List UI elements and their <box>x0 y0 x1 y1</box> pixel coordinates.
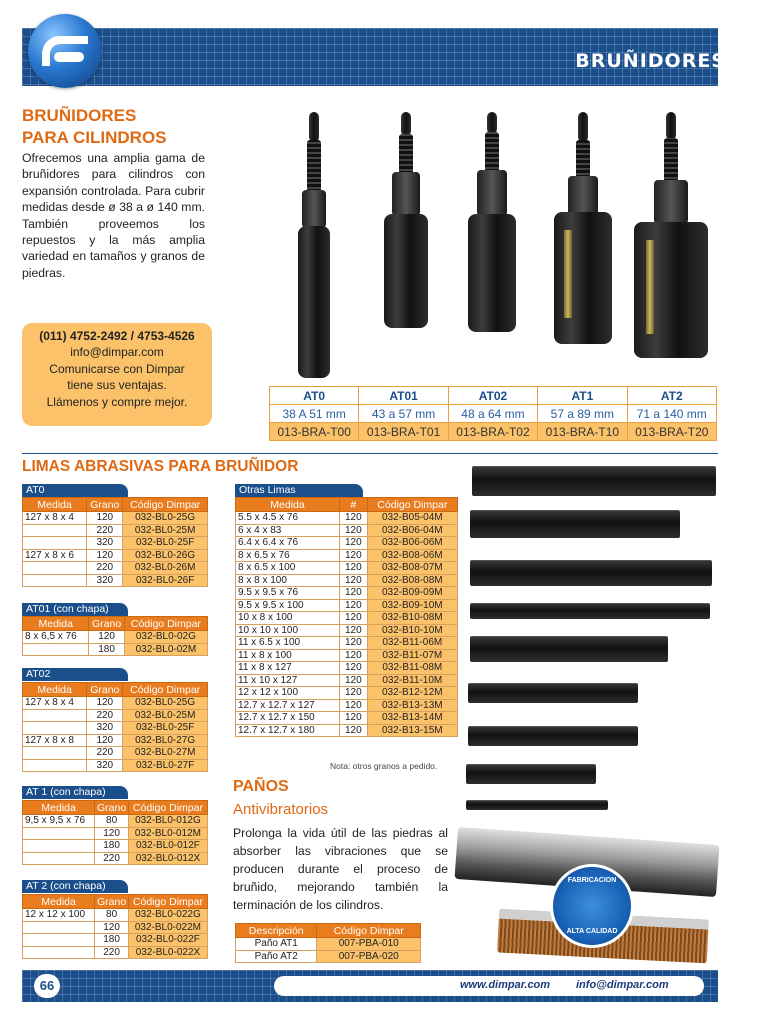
at01-table <box>22 616 208 656</box>
table-row <box>23 827 208 840</box>
table-row <box>236 574 458 587</box>
footer-contact <box>274 976 704 996</box>
codigo-cell: 032-B09-10M <box>367 599 457 612</box>
grano-cell: 320 <box>87 722 123 735</box>
grano-cell: 120 <box>95 827 129 840</box>
table-row <box>23 524 208 537</box>
table-row <box>23 934 208 947</box>
codigo-cell: 032-B11-07M <box>367 649 457 662</box>
model-range: 43 a 57 mm <box>359 405 448 423</box>
grano-cell: 120 <box>87 697 123 710</box>
grano-cell: 120 <box>340 512 368 525</box>
col-header-codigo: Código Dimpar <box>124 617 207 631</box>
medida-cell <box>23 840 95 853</box>
honer-photo-at1 <box>550 112 616 346</box>
grano-cell: 220 <box>87 747 123 760</box>
stone-bar-image <box>472 466 716 496</box>
quality-seal <box>550 864 634 948</box>
model-name: AT0 <box>270 387 359 405</box>
col-header-grano: Grano <box>95 895 129 909</box>
model-range: 48 a 64 mm <box>448 405 537 423</box>
codigo-cell: 032-B08-07M <box>367 562 457 575</box>
contact-line-3: Llámenos y compre mejor. <box>46 394 188 409</box>
stone-bar-image <box>468 726 638 746</box>
stone-bar-image <box>470 636 668 662</box>
table-row <box>236 599 458 612</box>
medida-cell: 12 x 12 x 100 <box>23 909 95 922</box>
grano-cell: 120 <box>89 631 124 644</box>
grano-cell: 180 <box>95 840 129 853</box>
table-row <box>23 537 208 550</box>
col-header-grano: Grano <box>87 498 123 512</box>
codigo-cell: 032-B09-09M <box>367 587 457 600</box>
medida-cell <box>23 747 87 760</box>
medida-cell: 6 x 4 x 83 <box>236 524 340 537</box>
col-header-medida: Medida <box>236 498 340 512</box>
col-header-codigo: Código Dimpar <box>128 801 207 815</box>
codigo-cell: 032-B13-14M <box>367 712 457 725</box>
codigo-cell: 032-BL0-022G <box>128 909 207 922</box>
table-row <box>23 921 208 934</box>
medida-cell: 8 x 6.5 x 76 <box>236 549 340 562</box>
model-range: 71 a 140 mm <box>627 405 716 423</box>
codigo-cell: 032-B06-06M <box>367 537 457 550</box>
medida-cell <box>23 852 95 865</box>
grano-cell: 320 <box>87 759 123 772</box>
dimpar-logo <box>28 14 102 88</box>
medida-cell <box>23 759 87 772</box>
table-row <box>236 674 458 687</box>
stone-bar-image <box>466 764 596 784</box>
codigo-cell: 032-BL0-02G <box>124 631 207 644</box>
medida-cell: 12 x 12 x 100 <box>236 687 340 700</box>
table-row <box>23 815 208 828</box>
col-header-codigo: Código Dimpar <box>367 498 457 512</box>
seal-top-text: FABRICACION <box>567 877 617 884</box>
pano-desc: Paño AT2 <box>236 950 317 963</box>
stone-bar-image <box>470 603 710 619</box>
otras-limas-table <box>235 497 458 737</box>
codigo-cell: 032-BL0-25F <box>123 722 208 735</box>
codigo-cell: 032-B10-10M <box>367 624 457 637</box>
table-row <box>236 662 458 675</box>
at02-label: AT02 <box>22 668 128 681</box>
codigo-cell: 032-BL0-26G <box>123 549 208 562</box>
grano-cell: 220 <box>95 852 129 865</box>
table-row <box>236 537 458 550</box>
table-row <box>23 549 208 562</box>
table-row <box>23 747 208 760</box>
table-row <box>236 699 458 712</box>
col-header-medida: Medida <box>23 683 87 697</box>
model-code: 013-BRA-T20 <box>627 423 716 441</box>
grano-cell: 220 <box>87 524 123 537</box>
stone-bar-image <box>470 560 712 586</box>
col-header-codigo: Código Dimpar <box>123 498 208 512</box>
stone-bar-image <box>468 683 638 703</box>
medida-cell <box>23 643 89 656</box>
col-header-codigo: Código Dimpar <box>128 895 207 909</box>
section-title: BRUÑIDORES <box>575 50 726 72</box>
medida-cell <box>23 574 87 587</box>
table-row <box>23 734 208 747</box>
title-line-1: BRUÑIDORES <box>22 106 137 125</box>
at0-label: AT0 <box>22 484 128 497</box>
footer-email-link[interactable]: info@dimpar.com <box>576 979 669 991</box>
table-row <box>236 624 458 637</box>
honer-photo-at02 <box>462 112 522 334</box>
table-row <box>23 722 208 735</box>
grano-cell: 220 <box>87 709 123 722</box>
grano-cell: 120 <box>340 599 368 612</box>
codigo-cell: 032-B13-13M <box>367 699 457 712</box>
contact-phones: (011) 4752-2492 / 4753-4526 <box>39 329 195 343</box>
table-note: Nota: otros granos a pedido. <box>330 761 438 771</box>
honer-photo-at01 <box>376 112 436 332</box>
model-range: 38 A 51 mm <box>270 405 359 423</box>
codigo-cell: 032-BL0-27G <box>123 734 208 747</box>
codigo-cell: 032-B13-15M <box>367 724 457 737</box>
pano-desc: Paño AT1 <box>236 938 317 951</box>
grano-cell: 120 <box>340 674 368 687</box>
col-header-num: # <box>340 498 368 512</box>
table-row <box>236 687 458 700</box>
table-row <box>23 840 208 853</box>
contact-line-2: tiene sus ventajas. <box>67 378 167 393</box>
model-name: AT01 <box>359 387 448 405</box>
footer-website-link[interactable]: www.dimpar.com <box>460 979 551 991</box>
grano-cell: 120 <box>95 921 129 934</box>
pano-code: 007-PBA-020 <box>317 950 421 963</box>
table-row <box>23 852 208 865</box>
at2-label: AT 2 (con chapa) <box>22 880 128 893</box>
at1-table <box>22 800 208 865</box>
codigo-cell: 032-BL0-012F <box>128 840 207 853</box>
grano-cell: 120 <box>340 624 368 637</box>
grano-cell: 120 <box>340 662 368 675</box>
model-code: 013-BRA-T02 <box>448 423 537 441</box>
otras-label: Otras Limas <box>235 484 363 497</box>
grano-cell: 120 <box>340 649 368 662</box>
model-code: 013-BRA-T10 <box>538 423 627 441</box>
col-header-medida: Medida <box>23 617 89 631</box>
stone-bar-image <box>466 800 608 810</box>
col-header-codigo: Código Dimpar <box>123 683 208 697</box>
codigo-cell: 032-B08-06M <box>367 549 457 562</box>
table-row <box>23 512 208 525</box>
table-row <box>23 909 208 922</box>
table-row <box>23 759 208 772</box>
at01-label: AT01 (con chapa) <box>22 603 128 616</box>
table-row <box>23 697 208 710</box>
medida-cell: 11 x 8 x 100 <box>236 649 340 662</box>
codigo-cell: 032-BL0-26M <box>123 562 208 575</box>
grano-cell: 120 <box>340 549 368 562</box>
grano-cell: 120 <box>340 712 368 725</box>
medida-cell: 6.4 x 6.4 x 76 <box>236 537 340 550</box>
table-row <box>236 562 458 575</box>
table-row <box>236 587 458 600</box>
table-row <box>236 724 458 737</box>
col-header-grano: Grano <box>87 683 123 697</box>
grano-cell: 120 <box>340 587 368 600</box>
honer-photo-at2 <box>630 112 712 362</box>
medida-cell: 11 x 6.5 x 100 <box>236 637 340 650</box>
title-line-2: PARA CILINDROS <box>22 128 167 147</box>
grano-cell: 180 <box>89 643 124 656</box>
medida-cell <box>23 934 95 947</box>
codigo-cell: 032-B11-10M <box>367 674 457 687</box>
codigo-cell: 032-BL0-25F <box>123 537 208 550</box>
table-row <box>23 562 208 575</box>
at1-label: AT 1 (con chapa) <box>22 786 128 799</box>
medida-cell: 127 x 8 x 4 <box>23 697 87 710</box>
grano-cell: 120 <box>340 612 368 625</box>
honer-photo-at0 <box>288 112 340 380</box>
seal-bottom-text: ALTA CALIDAD <box>566 928 618 935</box>
medida-cell: 8 x 6.5 x 100 <box>236 562 340 575</box>
grano-cell: 120 <box>340 724 368 737</box>
grano-cell: 220 <box>95 946 129 959</box>
table-row <box>23 946 208 959</box>
codigo-cell: 032-BL0-012X <box>128 852 207 865</box>
page-title <box>22 105 167 149</box>
grano-cell: 120 <box>87 734 123 747</box>
grano-cell: 120 <box>340 687 368 700</box>
table-row <box>236 712 458 725</box>
limas-title: LIMAS ABRASIVAS PARA BRUÑIDOR <box>22 458 299 475</box>
medida-cell: 127 x 8 x 8 <box>23 734 87 747</box>
at2-table <box>22 894 208 959</box>
col-header-medida: Medida <box>23 498 87 512</box>
model-code: 013-BRA-T00 <box>270 423 359 441</box>
codigo-cell: 032-BL0-02M <box>124 643 207 656</box>
codigo-cell: 032-B05-04M <box>367 512 457 525</box>
section-divider <box>22 453 718 454</box>
table-row <box>23 709 208 722</box>
table-row <box>236 549 458 562</box>
medida-cell <box>23 827 95 840</box>
grano-cell: 120 <box>340 537 368 550</box>
table-row <box>236 649 458 662</box>
grano-cell: 120 <box>87 549 123 562</box>
medida-cell <box>23 946 95 959</box>
table-row <box>23 643 208 656</box>
medida-cell: 9.5 x 9.5 x 100 <box>236 599 340 612</box>
medida-cell: 127 x 8 x 4 <box>23 512 87 525</box>
medida-cell <box>23 709 87 722</box>
codigo-cell: 032-B10-08M <box>367 612 457 625</box>
codigo-cell: 032-BL0-022X <box>128 946 207 959</box>
codigo-cell: 032-BL0-27M <box>123 747 208 760</box>
stone-bar-image <box>470 510 680 538</box>
medida-cell <box>23 722 87 735</box>
table-row <box>23 631 208 644</box>
medida-cell: 12.7 x 12.7 x 127 <box>236 699 340 712</box>
col-header-medida: Medida <box>23 801 95 815</box>
col-header-grano: Grano <box>89 617 124 631</box>
table-row <box>236 512 458 525</box>
panos-text: Prolonga la vida útil de las piedras al absorber las vibraciones que se producen durante el proceso de bruñido, mejorando también la terminación de los cilindros. <box>233 826 448 912</box>
contact-email[interactable]: info@dimpar.com <box>70 345 164 360</box>
grano-cell: 120 <box>340 524 368 537</box>
page-number: 66 <box>34 974 60 998</box>
model-code: 013-BRA-T01 <box>359 423 448 441</box>
grano-cell: 120 <box>340 574 368 587</box>
grano-cell: 120 <box>340 699 368 712</box>
col-header-codigo: Código Dimpar <box>317 924 421 938</box>
table-row <box>23 574 208 587</box>
model-name: AT1 <box>538 387 627 405</box>
codigo-cell: 032-BL0-25M <box>123 709 208 722</box>
codigo-cell: 032-B11-08M <box>367 662 457 675</box>
grano-cell: 80 <box>95 815 129 828</box>
codigo-cell: 032-BL0-25M <box>123 524 208 537</box>
model-table <box>269 386 717 441</box>
codigo-cell: 032-BL0-27F <box>123 759 208 772</box>
codigo-cell: 032-BL0-012G <box>128 815 207 828</box>
grano-cell: 120 <box>340 562 368 575</box>
codigo-cell: 032-BL0-25G <box>123 512 208 525</box>
medida-cell: 8 x 8 x 100 <box>236 574 340 587</box>
table-row <box>236 524 458 537</box>
medida-cell: 127 x 8 x 6 <box>23 549 87 562</box>
grano-cell: 180 <box>95 934 129 947</box>
medida-cell: 11 x 8 x 127 <box>236 662 340 675</box>
panos-subtitle: Antivibratorios <box>233 801 329 818</box>
model-range: 57 a 89 mm <box>538 405 627 423</box>
medida-cell <box>23 562 87 575</box>
codigo-cell: 032-BL0-25G <box>123 697 208 710</box>
contact-line-1: Comunicarse con Dimpar <box>49 361 185 376</box>
codigo-cell: 032-B12-12M <box>367 687 457 700</box>
medida-cell: 11 x 10 x 127 <box>236 674 340 687</box>
codigo-cell: 032-B11-06M <box>367 637 457 650</box>
medida-cell: 10 x 10 x 100 <box>236 624 340 637</box>
panos-table <box>235 923 421 963</box>
medida-cell <box>23 524 87 537</box>
grano-cell: 320 <box>87 574 123 587</box>
codigo-cell: 032-B08-08M <box>367 574 457 587</box>
grano-cell: 120 <box>87 512 123 525</box>
table-row <box>236 612 458 625</box>
table-row <box>236 637 458 650</box>
medida-cell: 9,5 x 9,5 x 76 <box>23 815 95 828</box>
at0-table <box>22 497 208 587</box>
codigo-cell: 032-B06-04M <box>367 524 457 537</box>
grano-cell: 120 <box>340 637 368 650</box>
grano-cell: 220 <box>87 562 123 575</box>
medida-cell <box>23 537 87 550</box>
pano-photo <box>450 830 718 965</box>
codigo-cell: 032-BL0-022F <box>128 934 207 947</box>
panos-title: PAÑOS <box>233 778 289 795</box>
intro-text: Ofrecemos una amplia gama de bruñidores para cilindros con expansión controlada. Para cubrir medidas desde ø 38 a ø 140 mm. También proveemos los repuestos y la más amplia variedad en tamaños y granos de piedras. <box>22 151 205 280</box>
model-name: AT02 <box>448 387 537 405</box>
codigo-cell: 032-BL0-012M <box>128 827 207 840</box>
codigo-cell: 032-BL0-26F <box>123 574 208 587</box>
contact-box <box>22 323 212 426</box>
col-header-medida: Medida <box>23 895 95 909</box>
grano-cell: 320 <box>87 537 123 550</box>
at02-table <box>22 682 208 772</box>
medida-cell: 12.7 x 12.7 x 180 <box>236 724 340 737</box>
pano-code: 007-PBA-010 <box>317 938 421 951</box>
codigo-cell: 032-BL0-022M <box>128 921 207 934</box>
medida-cell: 8 x 6,5 x 76 <box>23 631 89 644</box>
medida-cell: 12.7 x 12.7 x 150 <box>236 712 340 725</box>
grano-cell: 80 <box>95 909 129 922</box>
col-header-descripcion: Descripción <box>236 924 317 938</box>
medida-cell: 9.5 x 9.5 x 76 <box>236 587 340 600</box>
col-header-grano: Grano <box>95 801 129 815</box>
medida-cell <box>23 921 95 934</box>
model-name: AT2 <box>627 387 716 405</box>
medida-cell: 10 x 8 x 100 <box>236 612 340 625</box>
medida-cell: 5.5 x 4.5 x 76 <box>236 512 340 525</box>
